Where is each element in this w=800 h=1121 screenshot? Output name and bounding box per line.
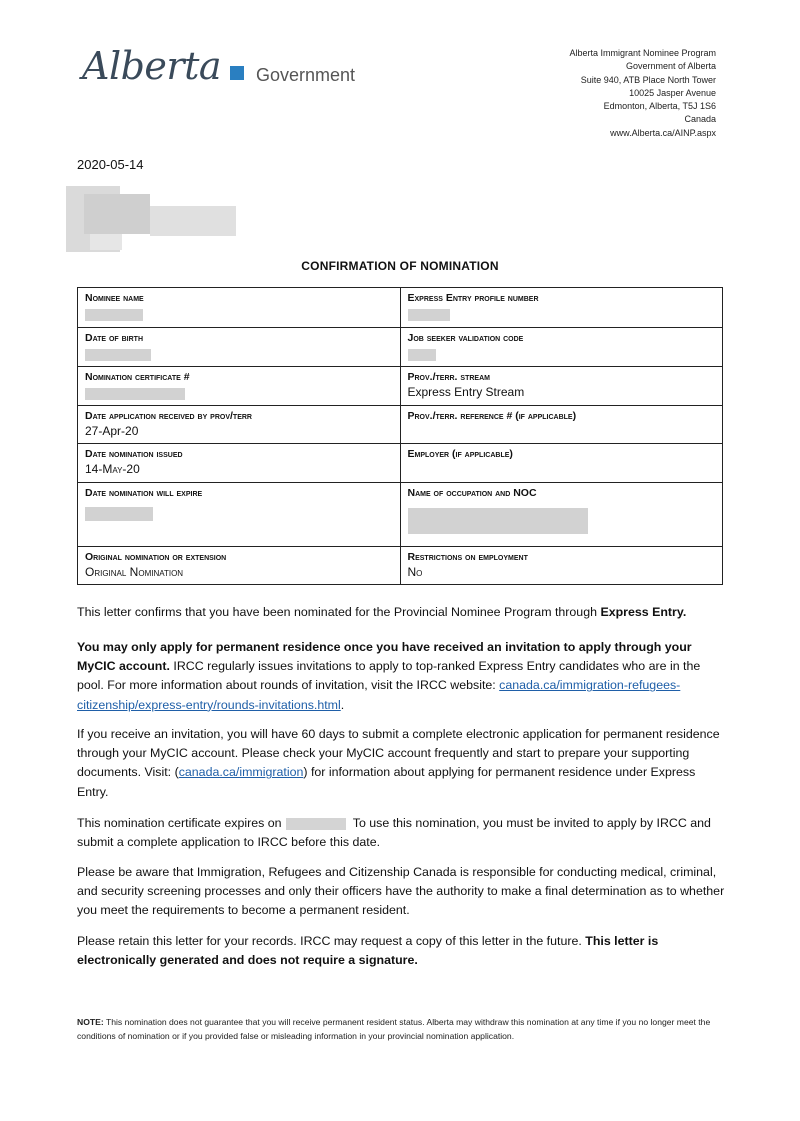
paragraph-text: ) for information about applying for permanent residence under Express Entry. — [77, 765, 696, 799]
redacted-value — [85, 309, 143, 321]
footer-note — [77, 1016, 727, 1043]
redacted-recipient-block — [150, 206, 236, 236]
paragraph-text: If you receive an invitation, you will have 60 days to submit a complete electronic application for permanent residence through your MyCIC account. Please check your MyCIC account frequently and start to prepare your supporting documents. Visit: ( — [77, 727, 720, 780]
redacted-recipient-block — [84, 194, 150, 234]
orig-label: Original nomination or extension — [85, 551, 227, 563]
paragraph-text: This letter confirms that you have been nominated for the Provincial Nominee Program through — [77, 605, 601, 619]
table-row — [78, 406, 723, 444]
stream-value: Express Entry Stream — [407, 385, 525, 399]
canada-immigration-link[interactable]: canada.ca/immigration — [178, 765, 304, 780]
received-value: 27-Apr-20 — [85, 424, 139, 438]
reference-label: Prov./terr. reference # (if applicable) — [407, 410, 577, 422]
table-row — [78, 328, 723, 367]
alberta-government-logo — [82, 44, 372, 98]
stream-label: Prov./terr. stream — [407, 371, 490, 383]
paragraph-retain — [77, 932, 727, 970]
paragraph-apply — [77, 638, 727, 715]
sender-address — [456, 47, 716, 140]
redacted-value — [408, 309, 450, 321]
table-cell — [400, 406, 723, 444]
redacted-value — [85, 507, 153, 521]
address-line: Government of Alberta — [625, 61, 716, 72]
signature-note-bold: This letter is electronically generated and does not require a signature. — [77, 934, 659, 968]
address-line: Edmonton, Alberta, T5J 1S6 — [603, 101, 716, 112]
restrictions-value: No — [407, 565, 423, 579]
table-cell — [400, 328, 723, 367]
employer-label: Employer (if applicable) — [407, 448, 513, 460]
table-cell — [78, 406, 401, 444]
ee-profile-label: Express Entry profile number — [407, 292, 539, 304]
redacted-recipient-block — [90, 234, 122, 250]
redacted-value — [85, 388, 185, 400]
orig-value: Original Nomination — [85, 565, 184, 579]
address-line: Canada — [684, 114, 716, 125]
table-cell — [78, 367, 401, 406]
paragraph-text: To use this nomination, you must be invited to apply by IRCC and submit a complete application to IRCC before this date. — [77, 816, 711, 850]
address-line: Alberta Immigrant Nominee Program — [569, 48, 716, 58]
table-row — [78, 288, 723, 328]
nomination-details-table — [77, 287, 723, 585]
table-cell — [400, 367, 723, 406]
expire-label: Date nomination will expire — [85, 487, 203, 499]
table-row — [78, 547, 723, 585]
rounds-invitations-link[interactable]: canada.ca/immigration-refugees-citizenship/express-entry/rounds-invitations.html — [77, 678, 681, 712]
paragraph-text: IRCC regularly issues invitations to apply to top-ranked Express Entry candidates who are in the pool. For more information about rounds of invitation, visit the IRCC website: — [77, 659, 701, 693]
nominee-name-label: Nominee name — [85, 292, 144, 304]
table-cell — [400, 288, 723, 328]
received-label: Date application received by prov/terr — [85, 410, 252, 422]
note-label: NOTE: — [77, 1017, 104, 1027]
redacted-expiry-date — [286, 818, 346, 830]
redacted-value — [85, 349, 151, 361]
note-text: This nomination does not guarantee that you will receive permanent resident status. Alberta may withdraw this nomination at any time if you no longer meet the conditions of nomination or if you provided false or misleading information in your provincial nomination application. — [77, 1017, 711, 1041]
redacted-value — [408, 349, 436, 361]
paragraph-text: . — [340, 697, 345, 712]
paragraph-confirmation — [77, 603, 727, 622]
letter-date: 2020-05-14 — [77, 157, 144, 172]
dob-label: Date of birth — [85, 332, 144, 344]
issued-value: 14-May-20 — [85, 462, 140, 476]
paragraph-text: Please retain this letter for your records. IRCC may request a copy of this letter in the future. — [77, 934, 586, 948]
occupation-label: Name of occupation and NOC — [407, 487, 537, 499]
apply-warning-bold: You may only apply for permanent residence once you have received an invitation to apply through your MyCIC account. — [77, 640, 692, 674]
address-line: 10025 Jasper Avenue — [629, 87, 716, 98]
table-cell — [78, 547, 401, 585]
table-cell — [78, 483, 401, 547]
issued-label: Date nomination issued — [85, 448, 183, 460]
table-cell — [78, 288, 401, 328]
logo-square-icon — [230, 66, 244, 80]
table-cell — [400, 444, 723, 483]
paragraph-text: This nomination certificate expires on — [77, 816, 282, 830]
document-title: CONFIRMATION OF NOMINATION — [301, 259, 499, 273]
table-row — [78, 367, 723, 406]
address-website: www.Alberta.ca/AINP.aspx — [610, 127, 716, 138]
table-row — [78, 483, 723, 547]
table-cell — [78, 328, 401, 367]
paragraph-ircc-responsibility: Please be aware that Immigration, Refugees and Citizenship Canada is responsible for conducting medical, criminal, and security screening processes and only their officers have the authority to make a final determination as to whether you meet the requirements to become a permanent resident. — [77, 865, 725, 918]
restrictions-label: Restrictions on employment — [407, 551, 528, 563]
logo-suffix: Government — [256, 65, 356, 85]
cert-label: Nomination certificate # — [85, 371, 190, 383]
logo-wordmark: Alberta — [82, 44, 221, 88]
jsvc-label: Job seeker validation code — [407, 332, 524, 344]
table-cell — [78, 444, 401, 483]
redacted-value — [408, 508, 588, 534]
table-row — [78, 444, 723, 483]
address-line: Suite 940, ATB Place North Tower — [580, 74, 716, 85]
paragraph-invitation — [77, 725, 727, 802]
table-cell — [400, 547, 723, 585]
paragraph-expiry — [77, 814, 727, 852]
express-entry-bold: Express Entry. — [600, 605, 687, 619]
table-cell — [400, 483, 723, 547]
